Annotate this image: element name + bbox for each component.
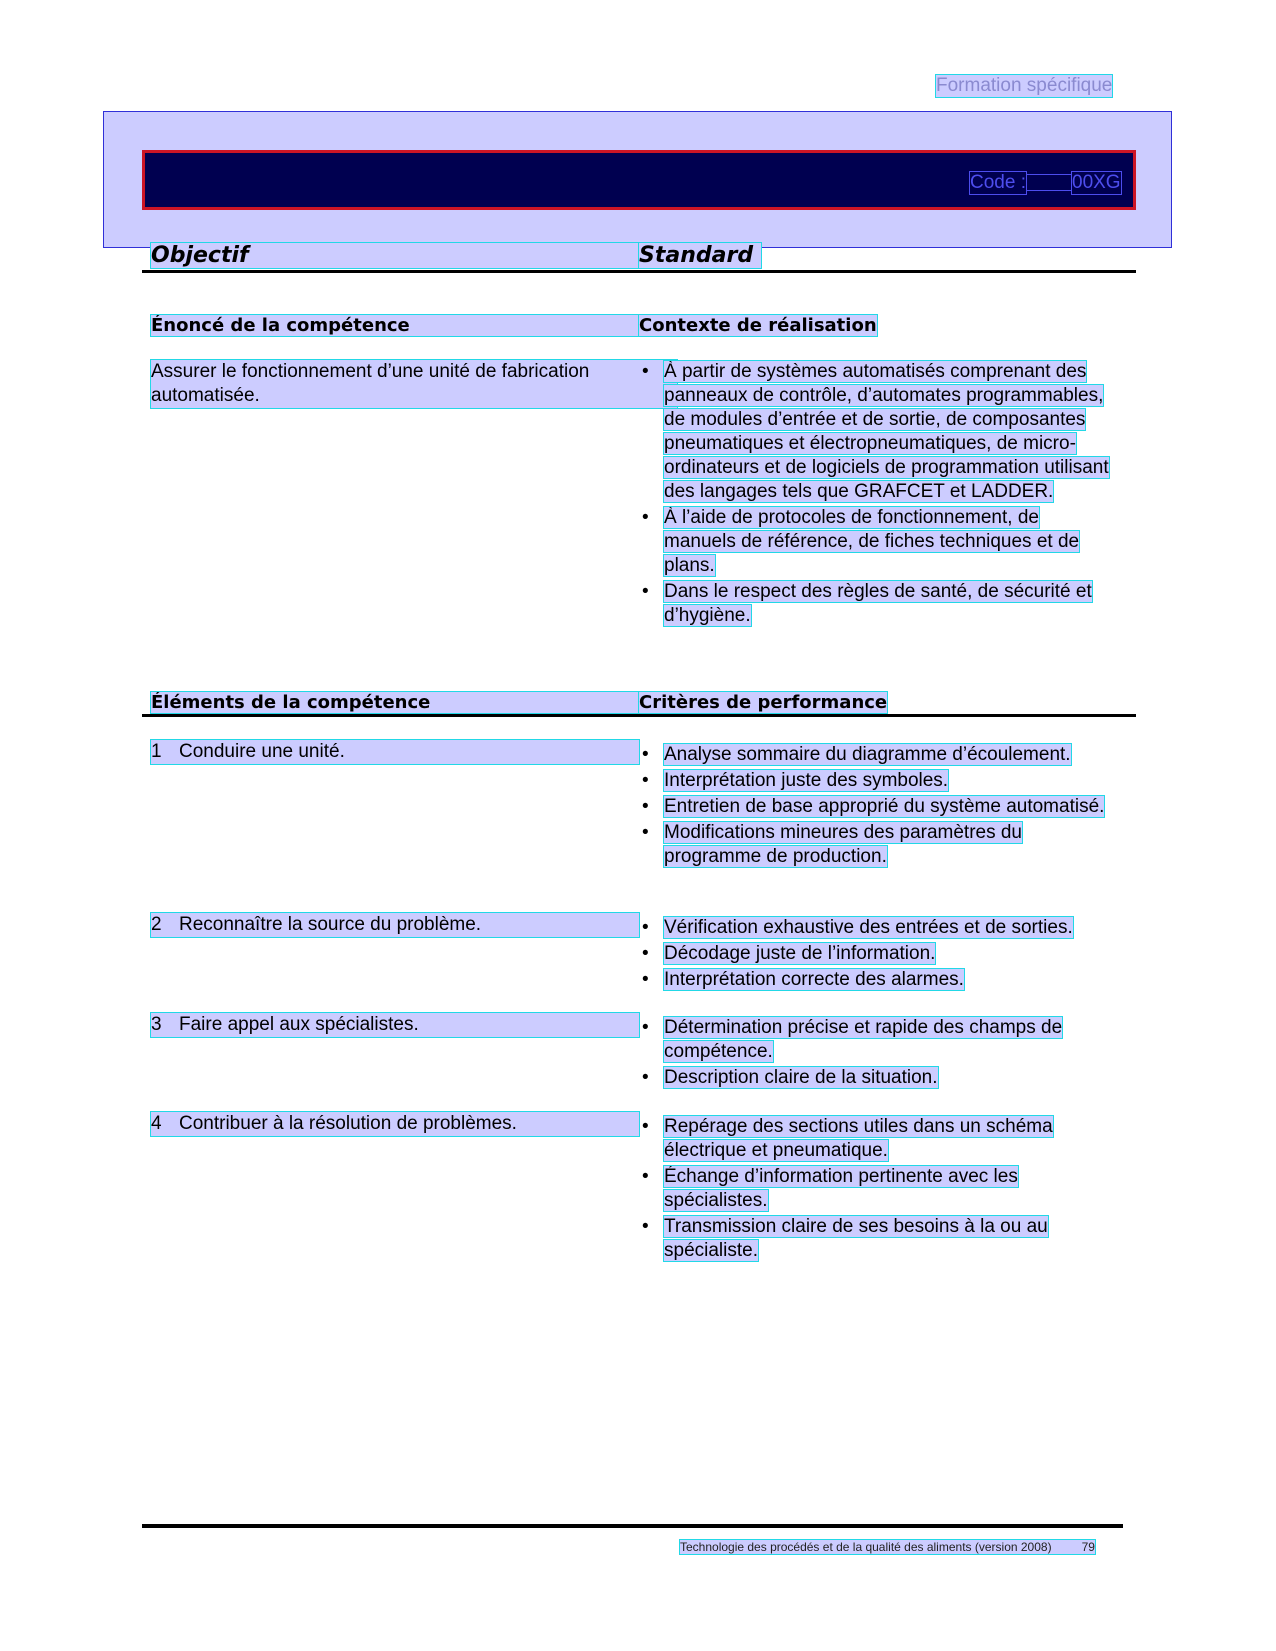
- context-list: [642, 360, 1116, 630]
- criteria-list-4: [642, 1115, 1116, 1265]
- bullet-icon: •: [642, 770, 649, 791]
- criteria-item: • Détermination précise et rapide des champs de compétence.: [642, 1017, 1063, 1062]
- section-header: Formation spécifique: [936, 75, 1113, 96]
- bullet-icon: •: [642, 796, 649, 817]
- criteria-item: • Vérification exhaustive des entrées et de sorties.: [642, 917, 1073, 938]
- elements-heading: Éléments de la compétence: [151, 692, 638, 713]
- criteria-list-3: [642, 1016, 1116, 1092]
- criteria-item: • Modifications mineures des paramètres du programme de production.: [642, 822, 1023, 867]
- code-label: Code :: [970, 172, 1026, 193]
- bullet-icon: •: [642, 969, 649, 990]
- column-standard: Standard: [639, 243, 761, 268]
- statement-heading: Énoncé de la compétence: [151, 315, 638, 336]
- element-item-4: 4 Contribuer à la résolution de problèmes.: [151, 1112, 639, 1136]
- column-objectif: Objectif: [151, 243, 639, 268]
- bullet-icon: •: [642, 581, 649, 602]
- context-heading: Contexte de réalisation: [639, 315, 877, 336]
- footer-rule: [142, 1524, 1123, 1528]
- code-separator: [1027, 175, 1071, 190]
- bullet-icon: •: [642, 822, 649, 843]
- criteria-item: • Échange d’information pertinente avec les spécialistes.: [642, 1166, 1018, 1211]
- page-number: 79: [1081, 1540, 1095, 1554]
- criteria-heading: Critères de performance: [639, 692, 888, 713]
- bullet-icon: •: [642, 1216, 649, 1237]
- bullet-icon: •: [642, 744, 649, 765]
- element-item-2: 2 Reconnaître la source du problème.: [151, 913, 639, 937]
- bullet-icon: •: [642, 943, 649, 964]
- footer-text: Technologie des procédés et de la qualité des aliments (version 2008): [680, 1540, 1052, 1554]
- statement-text: Assurer le fonctionnement d’une unité de fabrication automatisée.: [151, 360, 677, 408]
- context-item: • Dans le respect des règles de santé, de sécurité et d’hygiène.: [642, 581, 1092, 626]
- context-item: • À l’aide de protocoles de fonctionnement, de manuels de référence, de fiches techniques et de plans.: [642, 507, 1080, 576]
- bullet-icon: •: [642, 1166, 649, 1187]
- bullet-icon: •: [642, 1017, 649, 1038]
- header-rule: [142, 270, 1136, 273]
- criteria-item: • Repérage des sections utiles dans un schéma électrique et pneumatique.: [642, 1116, 1053, 1161]
- criteria-item: • Interprétation juste des symboles.: [642, 770, 949, 791]
- criteria-item: • Description claire de la situation.: [642, 1067, 938, 1088]
- element-item-1: 1 Conduire une unité.: [151, 740, 639, 764]
- criteria-list-2: [642, 916, 1116, 994]
- page-footer: [680, 1540, 1095, 1554]
- context-item: • À partir de systèmes automatisés comprenant des panneaux de contrôle, d’automates programmables, de modules d’entrée et de sortie, de composantes pneumatiques et électropneumatiques, de micro-ordinateurs et de logiciels de programmation utilisant des langages tels que GRAFCET et LADDER.: [642, 361, 1109, 502]
- elements-rule: [142, 714, 1136, 717]
- bullet-icon: •: [642, 1067, 649, 1088]
- bullet-icon: •: [642, 507, 649, 528]
- criteria-item: • Entretien de base approprié du système automatisé.: [642, 796, 1105, 817]
- code-value: 00XG: [1072, 172, 1121, 193]
- bullet-icon: •: [642, 917, 649, 938]
- criteria-item: • Interprétation correcte des alarmes.: [642, 969, 964, 990]
- bullet-icon: •: [642, 361, 649, 382]
- criteria-item: • Analyse sommaire du diagramme d’écoulement.: [642, 744, 1071, 765]
- bullet-icon: •: [642, 1116, 649, 1137]
- criteria-item: • Décodage juste de l’information.: [642, 943, 936, 964]
- element-item-3: 3 Faire appel aux spécialistes.: [151, 1013, 639, 1037]
- criteria-item: • Transmission claire de ses besoins à la ou au spécialiste.: [642, 1216, 1048, 1261]
- criteria-list-1: [642, 743, 1116, 871]
